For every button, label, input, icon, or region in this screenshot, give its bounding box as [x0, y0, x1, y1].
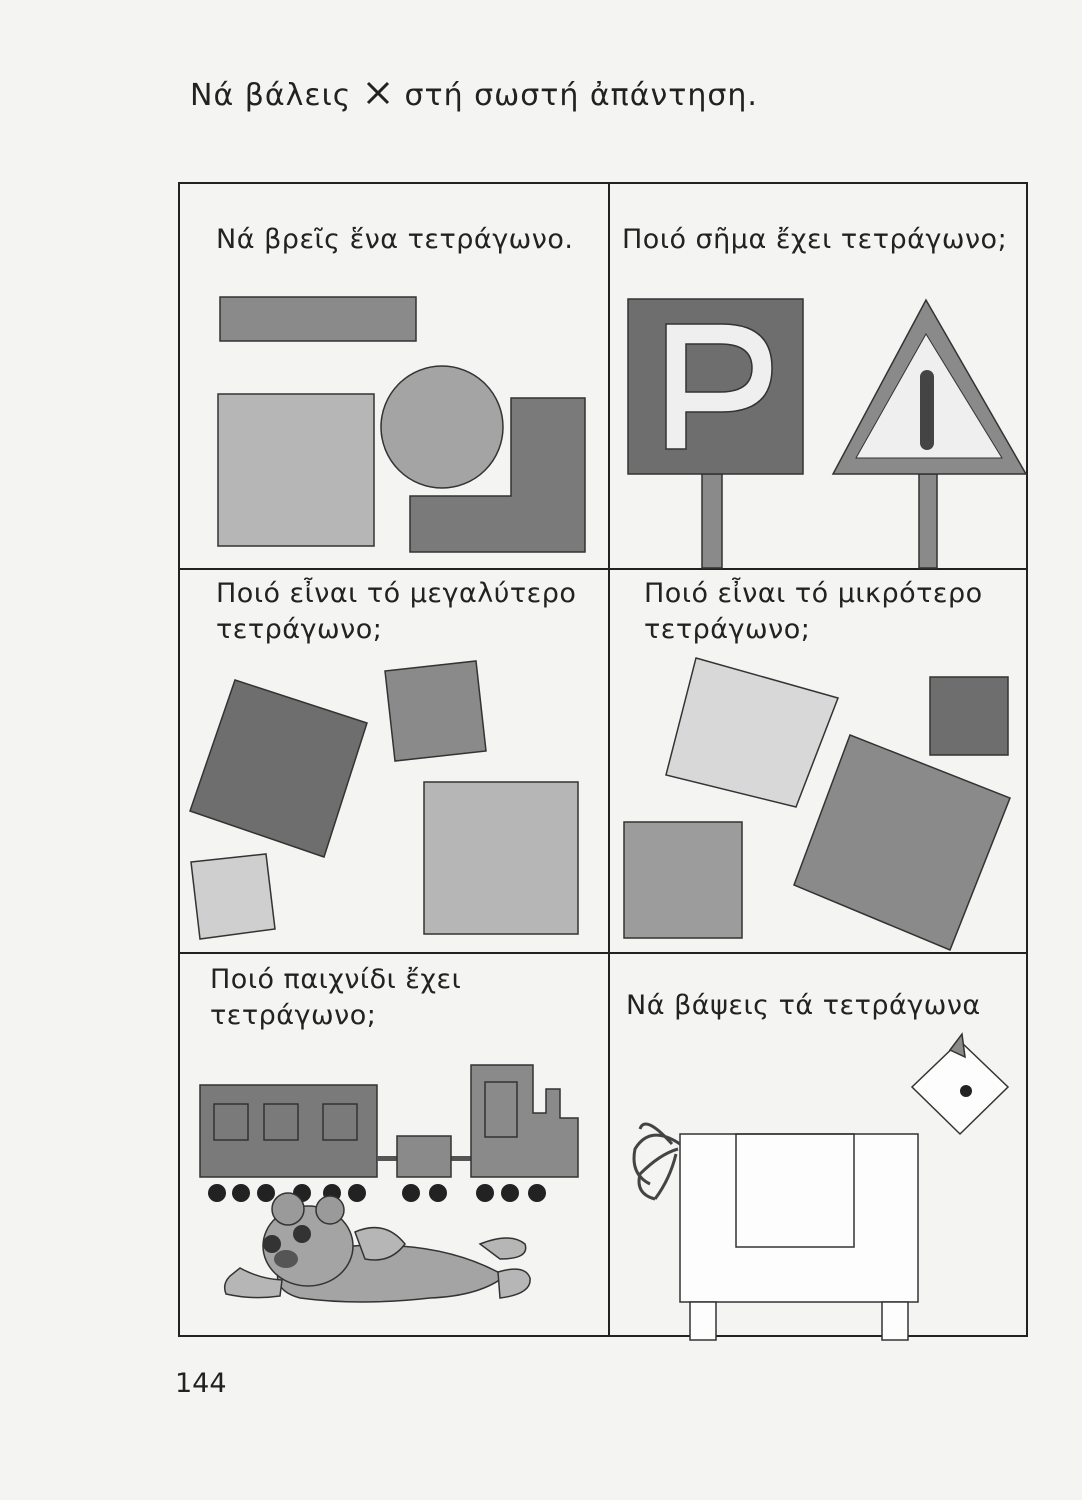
train-wheels — [208, 1184, 546, 1202]
tilted-dark-square[interactable] — [190, 680, 367, 857]
exclamation-bar — [920, 370, 934, 450]
cell-5-line-2: τετράγωνο; — [210, 1000, 377, 1031]
cell-4-line-2: τετράγωνο; — [644, 614, 811, 645]
cell-2-question: Ποιό σῆμα ἔχει τετράγωνο; — [622, 224, 1008, 255]
toys-group — [180, 954, 608, 1335]
bear-foot — [480, 1238, 526, 1259]
squares-group-2 — [610, 570, 1028, 952]
large-tilted-square[interactable] — [794, 735, 1010, 950]
horse-leg-left[interactable] — [690, 1302, 716, 1340]
bear-eye — [293, 1225, 311, 1243]
parking-sign[interactable] — [628, 299, 803, 568]
cell-biggest-square — [180, 570, 608, 952]
square-shape[interactable] — [218, 394, 374, 546]
train-coupler — [377, 1156, 397, 1161]
cell-3-line-2: τετράγωνο; — [216, 614, 383, 645]
warning-sign-post — [919, 474, 937, 568]
signs-group — [610, 184, 1028, 568]
cell-toy-square — [180, 954, 608, 1335]
bear-leg — [498, 1269, 530, 1298]
horse-leg-right[interactable] — [882, 1302, 908, 1340]
bear-eye — [263, 1235, 281, 1253]
cell-1-question: Νά βρεῖς ἕνα τετράγωνο. — [216, 224, 574, 255]
rectangle-shape[interactable] — [220, 297, 416, 341]
x-mark-icon — [364, 79, 392, 107]
cell-color-squares — [610, 954, 1028, 1335]
small-tilted-square[interactable] — [385, 661, 486, 761]
page-number: 144 — [175, 1368, 227, 1399]
toy-train[interactable] — [200, 1065, 578, 1202]
squares-group — [180, 570, 608, 952]
cell-sign-square — [610, 184, 1028, 568]
horse-tail — [634, 1124, 680, 1199]
medium-square[interactable] — [624, 822, 742, 938]
shapes-group — [180, 184, 608, 568]
cell-6-instruction: Νά βάψεις τά τετράγωνα — [626, 990, 981, 1021]
circle-shape[interactable] — [381, 366, 503, 488]
large-light-square[interactable] — [424, 782, 578, 934]
bear-ear — [316, 1196, 344, 1224]
train-wagon — [200, 1085, 377, 1177]
bear-nose — [274, 1250, 298, 1268]
instruction — [190, 78, 758, 113]
horse-drawing — [610, 954, 1028, 1335]
smallest-square[interactable] — [191, 854, 275, 939]
parking-sign-post — [702, 474, 722, 568]
warning-sign[interactable] — [833, 300, 1026, 568]
train-small-car — [397, 1136, 451, 1177]
small-dark-square[interactable] — [930, 677, 1008, 755]
light-tilted-square[interactable] — [666, 658, 838, 807]
teddy-bear[interactable] — [225, 1193, 530, 1302]
horse-body-square[interactable] — [680, 1134, 918, 1302]
exercise-grid — [178, 182, 1028, 1337]
cell-find-square — [180, 184, 608, 568]
cell-4-line-1: Ποιό εἶναι τό μικρότερο — [644, 578, 983, 609]
horse-eye — [960, 1085, 972, 1097]
instruction-end: στή σωστή ἀπάντηση. — [404, 78, 758, 113]
cell-5-line-1: Ποιό παιχνίδι ἔχει — [210, 964, 462, 995]
cell-3-line-1: Ποιό εἶναι τό μεγαλύτερο — [216, 578, 577, 609]
bear-ear — [272, 1193, 304, 1225]
instruction-start: Νά βάλεις — [190, 78, 352, 113]
cell-smallest-square — [610, 570, 1028, 952]
train-coupler — [451, 1156, 471, 1161]
